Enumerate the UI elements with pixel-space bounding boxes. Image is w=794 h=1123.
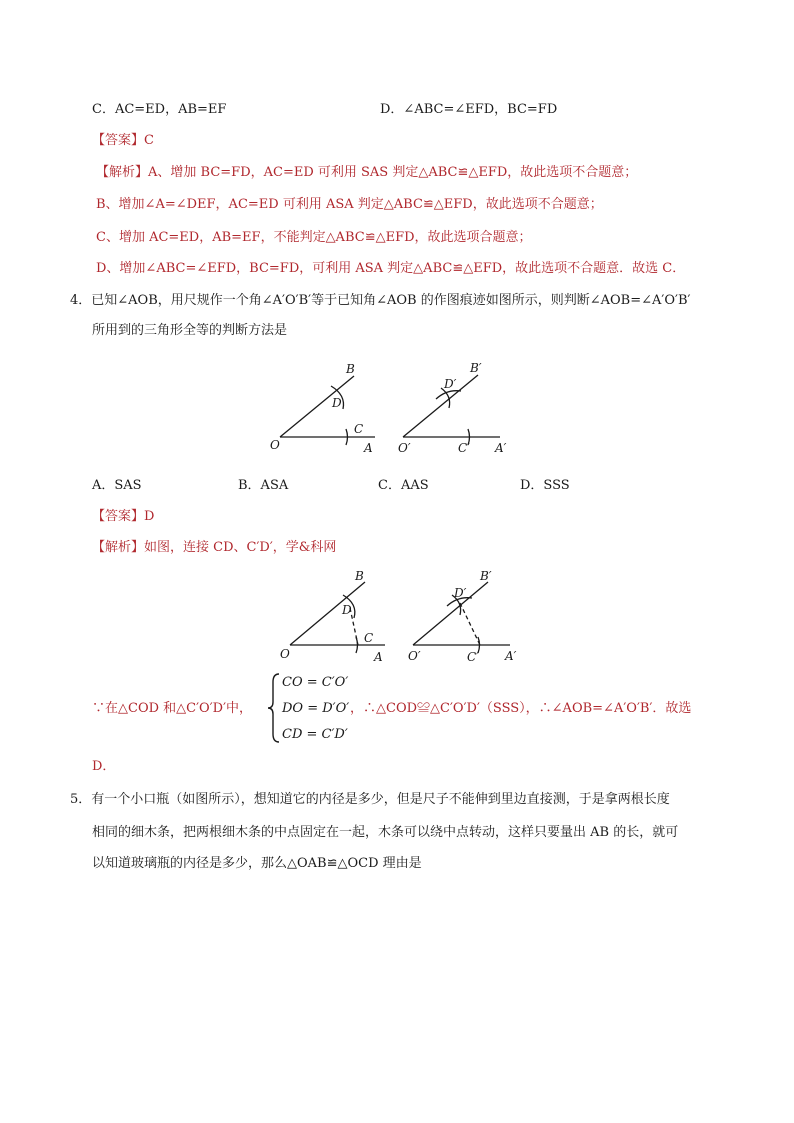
analysis-line-d: D、增加∠ABC=∠EFD，BC=FD，可利用 ASA 判定△ABC≌△EFD，故此选项不合题意．故选 C．	[96, 261, 686, 276]
q5-line-3: 以知道玻璃瓶的内径是多少，那么△OAB≌△OCD 理由是	[92, 856, 422, 871]
label-a-prime-analysis: A′	[505, 649, 517, 663]
label-c-prime: C′	[458, 441, 470, 455]
label-b-prime: B′	[470, 361, 482, 375]
label-b: B	[346, 362, 355, 376]
label-c: C	[354, 422, 364, 436]
label-o: O	[270, 438, 280, 452]
system-eq-3: CD = C′D′	[282, 727, 348, 742]
option-c: C．AC=ED，AB=EF	[92, 102, 227, 117]
q5-line-1: 5．有一个小口瓶（如图所示），想知道它的内径是多少，但是尺子不能伸到里边直接测，于是拿两根长度	[70, 792, 670, 807]
label-o-analysis: O	[280, 647, 290, 661]
angle-aob-analysis	[290, 582, 385, 653]
q4-stem-line-2: 所用到的三角形全等的判断方法是	[92, 323, 288, 338]
label-c-analysis: C	[364, 631, 374, 645]
system-eq-2: DO = D′O′	[282, 701, 350, 716]
label-c-prime-analysis: C′	[467, 650, 479, 664]
label-d-analysis: D	[342, 603, 352, 617]
label-o-prime: O′	[398, 441, 411, 455]
proof-suffix: ，∴△COD≌△C′O′D′（SSS），∴∠AOB=∠A′O′B′．故选	[350, 701, 692, 716]
answer-line	[92, 132, 154, 150]
q4-analysis-tag: 【解析】	[92, 540, 145, 555]
label-d-prime-analysis: D′	[454, 586, 467, 600]
analysis-line-c: C、增加 AC=ED，AB=EF，不能判定△ABC≌△EFD，故此选项合题意；	[96, 230, 532, 245]
label-a: A	[364, 441, 373, 455]
q4-answer-line	[92, 508, 154, 526]
analysis-line-b: B、增加∠A=∠DEF，AC=ED 可利用 ASA 判定△ABC≌△EFD，故此选项不合题意；	[96, 197, 603, 212]
system-equations	[282, 670, 349, 748]
q4-answer-tag: 【答案】	[92, 509, 145, 524]
answer-tag: 【答案】	[92, 133, 145, 148]
q4-option-b: B．ASA	[238, 478, 289, 493]
analysis-text-a: A、增加 BC=FD，AC=ED 可利用 SAS 判定△ABC≌△EFD，故此选项不合题意；	[148, 165, 638, 180]
label-a-prime: A′	[495, 441, 507, 455]
q5-line-2: 相同的细木条，把两根细木条的中点固定在一起，木条可以绕中点转动，这样只要量出 AB 的长，就可	[92, 825, 679, 840]
answer-value: C	[144, 133, 154, 148]
q4-answer-value: D	[144, 509, 155, 524]
proof-end: D．	[92, 759, 116, 774]
q4-stem-line-1: 4．已知∠AOB，用尺规作一个角∠A′O′B′等于已知角∠AOB 的作图痕迹如图所示，则判断∠AOB=∠A′O′B′	[70, 293, 691, 308]
label-d: D	[332, 396, 342, 410]
label-d-prime: D′	[444, 377, 457, 391]
q4-analysis-line	[92, 539, 336, 557]
angle-a2o2b2-analysis	[413, 582, 510, 653]
label-b-analysis: B	[355, 569, 364, 583]
system-eq-1: CO = C′O′	[282, 675, 349, 690]
label-b-prime-analysis: B′	[480, 569, 492, 583]
q4-option-d: D．SSS	[520, 478, 570, 493]
label-a-analysis: A	[374, 650, 383, 664]
analysis-tag: 【解析】	[96, 165, 149, 180]
angle-a2o2b2	[403, 375, 500, 445]
q4-analysis-text: 如图，连接 CD、C′D′，学&科网	[144, 540, 337, 555]
proof-prefix: ∵在△COD 和△C′O′D′中，	[92, 701, 253, 716]
q4-option-a: A．SAS	[92, 478, 142, 493]
angle-aob	[280, 376, 375, 445]
option-d: D．∠ABC=∠EFD，BC=FD	[380, 102, 558, 117]
label-o-prime-analysis: O′	[408, 649, 421, 663]
q4-option-c: C．AAS	[378, 478, 429, 493]
analysis-line-a	[96, 164, 637, 182]
